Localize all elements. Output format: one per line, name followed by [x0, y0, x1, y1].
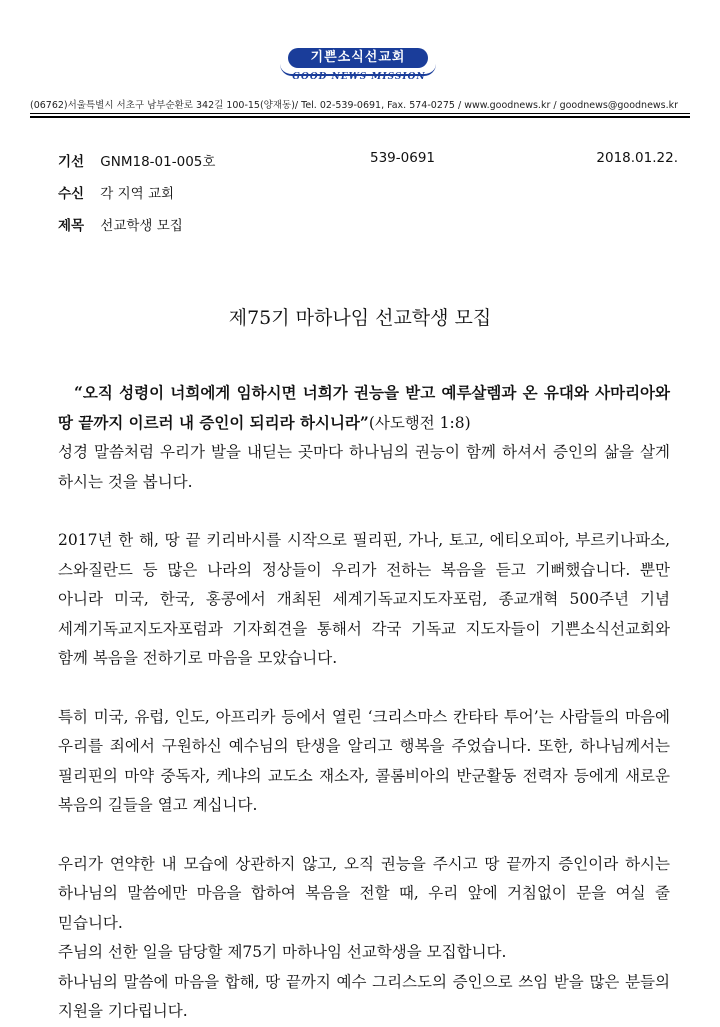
- header-divider-thick: [30, 116, 690, 118]
- document-title: 제75기 마하나임 선교학생 모집: [228, 307, 492, 329]
- doc-date: 2018.01.22.: [596, 150, 678, 166]
- letter-body: [58, 378, 670, 1027]
- subject-label: 제목: [58, 218, 85, 234]
- paragraph-gap: [58, 497, 670, 526]
- doc-phone: 539-0691: [370, 150, 435, 166]
- header-divider-thin: [30, 113, 690, 114]
- paragraph-6: 하나님의 말씀에 마음을 합해, 땅 끝까지 예수 그리스도의 증인으로 쓰임 받을 많은 분들의 지원을 기다립니다.: [58, 972, 670, 1020]
- letterhead-address: (06762)서울특별시 서초구 남부순환로 342길 100-15(양재동)/ Tel. 02-539-0691, Fax. 574-0275 / www.goodnews.kr / goodnews@goodnews.kr: [30, 100, 679, 111]
- scripture-quote: [58, 378, 670, 438]
- quote-text: “오직 성령이 너희에게 임하시면 너희가 권능을 받고 예루살렘과 온 유대와 사마리아와 땅 끝까지 이르러 내 증인이 되리라 하시니라”: [58, 383, 670, 432]
- recipient-row: [58, 182, 678, 202]
- letterhead: [0, 0, 720, 120]
- paragraph-5: 주님의 선한 일을 담당할 제75기 마하나임 선교학생을 모집합니다.: [58, 943, 507, 961]
- good-news-mission-logo: [276, 46, 442, 86]
- quote-reference: (사도행전 1:8): [368, 413, 471, 432]
- paragraph-1: 성경 말씀처럼 우리가 발을 내딛는 곳마다 하나님의 권능이 함께 하셔서 증인의 삶을 살게 하시는 것을 봅니다.: [58, 443, 670, 491]
- paragraph-gap: [58, 821, 670, 850]
- doc-number-row: [58, 150, 678, 170]
- doc-number: GNM18-01-005호: [100, 154, 216, 170]
- recipient-label: 수신: [58, 186, 85, 202]
- logo-english-text: GOOD NEWS MISSION: [292, 72, 426, 82]
- paragraph-gap: [58, 674, 670, 703]
- logo-korean-text: 기쁜소식선교회: [288, 48, 428, 68]
- subject: 선교학생 모집: [100, 218, 183, 234]
- doc-number-label: 기선: [58, 154, 85, 170]
- paragraph-2: 2017년 한 해, 땅 끝 키리바시를 시작으로 필리핀, 가나, 토고, 에티오피아, 부르키나파소, 스와질란드 등 많은 나라의 정상들이 우리가 전하는 복음을 듣고 기뻐했습니다. 뿐만 아니라 미국, 한국, 홍콩에서 개최된 세계기독교지도자포럼, 종교개혁 500주년 기념 세계기독교지도자포럼과 기자회견을 통해서 각국 기독교 지도자들이 기쁜소식선교회와 함께 복음을 전하기로 마음을 모았습니다.: [58, 531, 670, 667]
- paragraph-4: 우리가 연약한 내 모습에 상관하지 않고, 오직 권능을 주시고 땅 끝까지 증인이라 하시는 하나님의 말씀에만 마음을 합하여 복음을 전할 때, 우리 앞에 거침없이 문을 여실 줄 믿습니다.: [58, 854, 670, 932]
- subject-row: [58, 214, 678, 234]
- recipient: 각 지역 교회: [100, 186, 175, 202]
- paragraph-3: 특히 미국, 유럽, 인도, 아프리카 등에서 열린 ‘크리스마스 칸타타 투어’는 사람들의 마음에 우리를 죄에서 구원하신 예수님의 탄생을 알리고 행복을 주었습니다. 또한, 하나님께서는 필리핀의 마약 중독자, 케냐의 교도소 재소자, 콜롬비아의 반군활동 전력자 등에게 새로운 복음의 길들을 열고 계십니다.: [58, 707, 670, 814]
